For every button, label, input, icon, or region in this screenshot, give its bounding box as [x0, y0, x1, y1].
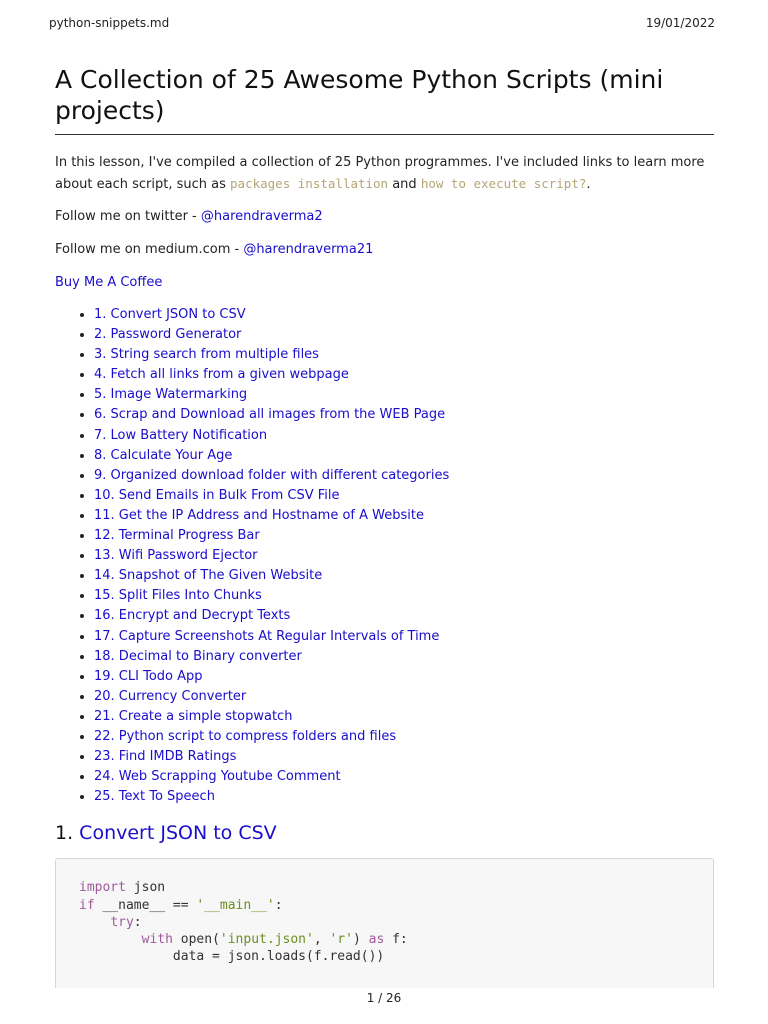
- intro-text: In this lesson, I've compiled a collection of 25 Python programmes. I've included links to learn more about each script, such as: [55, 155, 705, 192]
- toc-link-14[interactable]: 14. Snapshot of The Given Website: [94, 568, 323, 584]
- header-filename: python-snippets.md: [49, 16, 170, 30]
- toc-link-5[interactable]: 5. Image Watermarking: [94, 387, 248, 403]
- code-keyword: import: [79, 880, 126, 896]
- code-block: [55, 858, 714, 988]
- toc-item: [94, 687, 714, 707]
- toc-item: [94, 365, 714, 385]
- section-title-link[interactable]: Convert JSON to CSV: [79, 822, 277, 845]
- code-keyword: try: [110, 914, 134, 930]
- toc-item: [94, 667, 714, 687]
- header-date: 19/01/2022: [645, 16, 715, 30]
- buy-me-a-coffee-link[interactable]: Buy Me A Coffee: [55, 275, 163, 290]
- toc-item: [94, 566, 714, 586]
- code-indent: [79, 915, 110, 930]
- toc-item: [94, 586, 714, 606]
- toc-link-3[interactable]: 3. String search from multiple files: [94, 347, 319, 363]
- code-string: '__main__': [196, 897, 275, 913]
- section-number: 1.: [55, 822, 80, 845]
- toc-link-8[interactable]: 8. Calculate Your Age: [94, 447, 233, 463]
- code-content: [79, 879, 713, 965]
- toc-link-22[interactable]: 22. Python script to compress folders and files: [94, 728, 397, 744]
- intro-and: and: [388, 177, 421, 192]
- toc-item: [94, 787, 714, 807]
- medium-line: [55, 239, 714, 260]
- code-text: data = json.loads(f.read()): [79, 949, 385, 965]
- toc-link-1[interactable]: 1. Convert JSON to CSV: [94, 307, 246, 322]
- code-text: json: [125, 880, 166, 896]
- toc-link-19[interactable]: 19. CLI Todo App: [94, 668, 203, 684]
- toc-link-25[interactable]: 25. Text To Speech: [94, 789, 215, 805]
- code-text: __name__ ==: [94, 897, 197, 913]
- toc-item: [94, 426, 714, 446]
- table-of-contents: [55, 305, 714, 807]
- code-text: :: [133, 914, 142, 930]
- toc-link-11[interactable]: 11. Get the IP Address and Hostname of A Website: [94, 507, 424, 523]
- medium-link[interactable]: @harendraverma21: [243, 242, 374, 257]
- toc-item: [94, 526, 714, 546]
- toc-item: [94, 345, 714, 365]
- toc-link-13[interactable]: 13. Wifi Password Ejector: [94, 548, 258, 564]
- code-keyword: as: [368, 931, 385, 947]
- page-title: A Collection of 25 Awesome Python Scripts (mini projects): [55, 64, 714, 135]
- toc-link-18[interactable]: 18. Decimal to Binary converter: [94, 648, 302, 664]
- toc-item: [94, 385, 714, 405]
- toc-item: [94, 767, 714, 787]
- toc-item: [94, 606, 714, 626]
- toc-link-6[interactable]: 6. Scrap and Download all images from the WEB Page: [94, 407, 446, 423]
- toc-item: [94, 506, 714, 526]
- toc-link-9[interactable]: 9. Organized download folder with different categories: [94, 467, 450, 483]
- toc-link-12[interactable]: 12. Terminal Progress Bar: [94, 528, 260, 544]
- code-text: :: [274, 897, 283, 913]
- toc-link-21[interactable]: 21. Create a simple stopwatch: [94, 708, 293, 724]
- code-text: ): [352, 931, 369, 947]
- toc-item: [94, 707, 714, 727]
- section-heading: [55, 821, 714, 845]
- toc-item: [94, 546, 714, 566]
- intro-end: .: [586, 177, 591, 192]
- code-indent: [79, 932, 142, 947]
- toc-link-2[interactable]: 2. Password Generator: [94, 327, 242, 343]
- code-string: 'r': [329, 931, 353, 947]
- page-number: 1 / 26: [366, 991, 402, 1005]
- code-keyword: with: [141, 931, 173, 947]
- code-text: ,: [313, 931, 330, 947]
- twitter-label: Follow me on twitter -: [55, 209, 201, 224]
- toc-link-10[interactable]: 10. Send Emails in Bulk From CSV File: [94, 487, 340, 503]
- toc-item: [94, 446, 714, 466]
- code-text: f:: [384, 931, 408, 947]
- toc-link-17[interactable]: 17. Capture Screenshots At Regular Intervals of Time: [94, 628, 440, 644]
- toc-item: [94, 647, 714, 667]
- toc-link-20[interactable]: 20. Currency Converter: [94, 688, 247, 704]
- code-string: 'input.json': [219, 931, 314, 947]
- code-keyword: if: [79, 897, 95, 913]
- toc-item: [94, 486, 714, 506]
- toc-item: [94, 466, 714, 486]
- medium-label: Follow me on medium.com -: [55, 242, 244, 257]
- document-body: [55, 64, 714, 988]
- coffee-line: [55, 272, 714, 293]
- code-text: open(: [172, 931, 220, 947]
- intro-paragraph: [55, 152, 714, 195]
- toc-item: [94, 747, 714, 767]
- toc-item: [94, 325, 714, 345]
- toc-link-24[interactable]: 24. Web Scrapping Youtube Comment: [94, 769, 341, 785]
- toc-link-15[interactable]: 15. Split Files Into Chunks: [94, 588, 262, 604]
- twitter-link[interactable]: @harendraverma2: [200, 209, 323, 224]
- toc-item: [94, 405, 714, 425]
- inline-code-packages: packages installation: [230, 176, 389, 191]
- toc-link-7[interactable]: 7. Low Battery Notification: [94, 427, 268, 443]
- toc-link-16[interactable]: 16. Encrypt and Decrypt Texts: [94, 608, 291, 624]
- toc-link-23[interactable]: 23. Find IMDB Ratings: [94, 749, 237, 765]
- toc-item: [94, 305, 714, 325]
- toc-item: [94, 727, 714, 747]
- toc-item: [94, 627, 714, 647]
- inline-code-execute: how to execute script?: [420, 176, 587, 191]
- twitter-line: [55, 206, 714, 227]
- toc-link-4[interactable]: 4. Fetch all links from a given webpage: [94, 367, 349, 383]
